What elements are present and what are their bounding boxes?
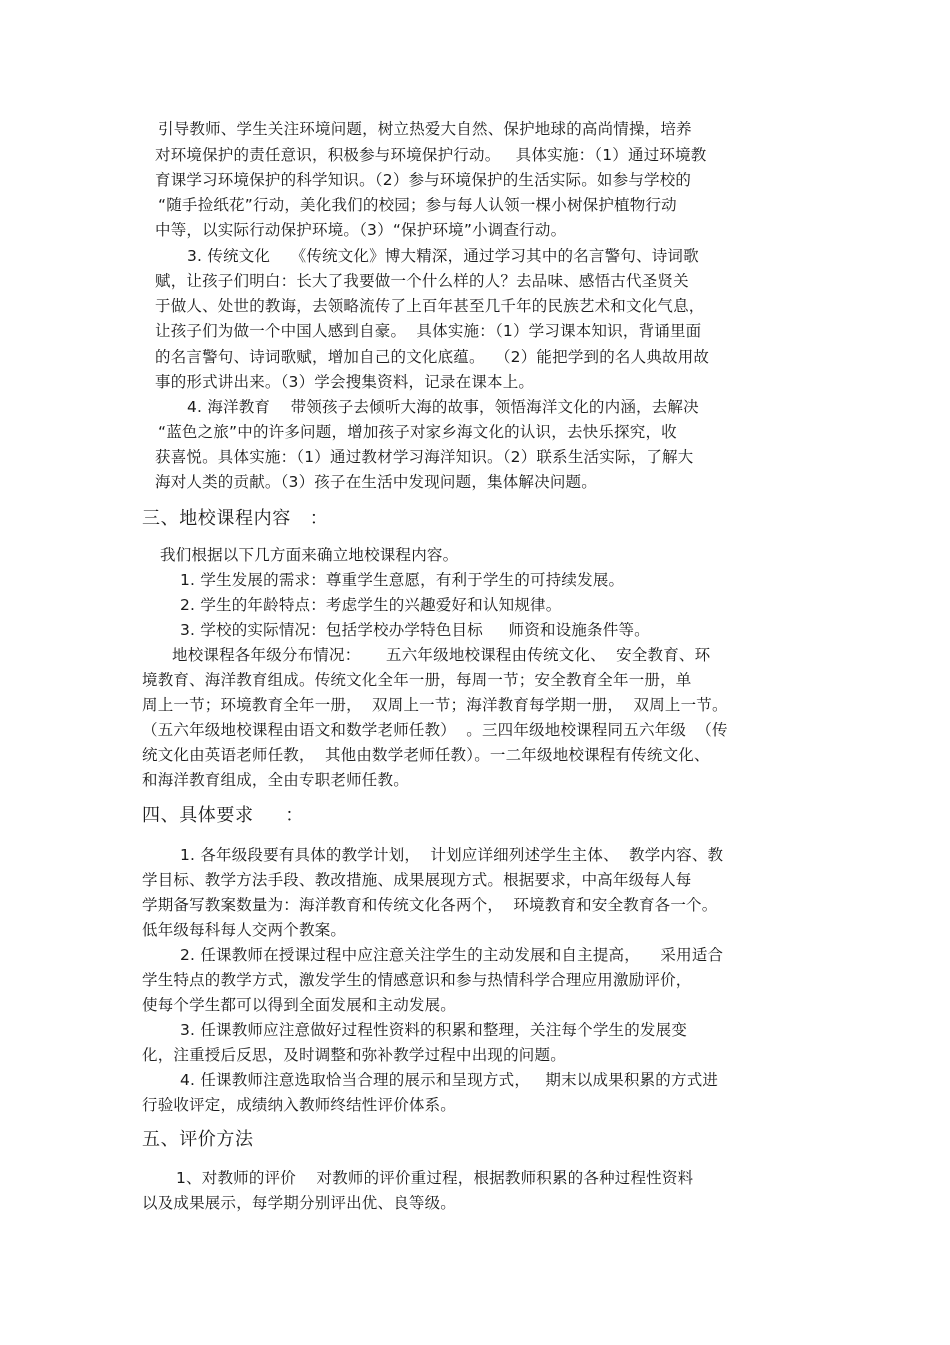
list-item: 4. 任课教师注意选取恰当合理的展示和呈现方式， 期末以成果积累的方式进 [180, 1071, 719, 1089]
paragraph-line: 我们根据以下几方面来确立地校课程内容。 [160, 546, 459, 564]
paragraph-line: 4. 海洋教育 带领孩子去倾听大海的故事，领悟海洋文化的内涵，去解决 [187, 398, 699, 416]
paragraph-line: 让孩子们为做一个中国人感到自豪。 具体实施：（1）学习课本知识，背诵里面 [155, 322, 702, 340]
list-item: 1. 各年级段要有具体的教学计划， 计划应详细列述学生主体、 教学内容、教 [180, 846, 724, 864]
paragraph-line: 统文化由英语老师任教， 其他由数学老师任教）。一二年级地校课程有传统文化、 [142, 746, 710, 764]
paragraph-line: 获喜悦。具体实施：（1）通过教材学习海洋知识。（2）联系生活实际，了解大 [155, 448, 694, 466]
paragraph-line: 和海洋教育组成，全由专职老师任教。 [142, 771, 409, 789]
paragraph-line: 事的形式讲出来。（3）学会搜集资料，记录在课本上。 [155, 373, 535, 391]
list-item: 2. 任课教师在授课过程中应注意关注学生的主动发展和自主提高， 采用适合 [180, 946, 724, 964]
list-item: 3. 任课教师应注意做好过程性资料的积累和整理，关注每个学生的发展变 [180, 1021, 688, 1039]
list-item: 2. 学生的年龄特点：考虑学生的兴趣爱好和认知规律。 [180, 596, 562, 614]
paragraph-line: 的名言警句、诗词歌赋，增加自己的文化底蕴。 （2）能把学到的名人典故用故 [155, 348, 710, 366]
paragraph-line: 低年级每科每人交两个教案。 [142, 921, 347, 939]
paragraph-line: 赋，让孩子们明白：长大了我要做一个什么样的人？去品味、感悟古代圣贤关 [155, 272, 689, 290]
paragraph-line: 学目标、教学方法手段、教改措施、成果展现方式。根据要求，中高年级每人每 [142, 871, 692, 889]
paragraph-line: 使每个学生都可以得到全面发展和主动发展。 [142, 996, 457, 1014]
paragraph-line: 学生特点的教学方式，激发学生的情感意识和参与热情科学合理应用激励评价， [142, 971, 692, 989]
paragraph-line: 以及成果展示，每学期分别评出优、良等级。 [142, 1194, 457, 1212]
paragraph-line: 于做人、处世的教诲，去领略流传了上百年甚至几千年的民族艺术和文化气息， [155, 297, 705, 315]
paragraph-line: 1、对教师的评价 对教师的评价重过程，根据教师积累的各种过程性资料 [176, 1169, 694, 1187]
paragraph-line: 学期备写教案数量为：海洋教育和传统文化各两个， 环境教育和安全教育各一个。 [142, 896, 718, 914]
paragraph-line: “蓝色之旅”中的许多问题，增加孩子对家乡海文化的认识，去快乐探究，收 [158, 423, 677, 441]
paragraph-line: 化，注重授后反思，及时调整和弥补教学过程中出现的问题。 [142, 1046, 566, 1064]
paragraph-line: 引导教师、学生关注环境问题，树立热爱大自然、保护地球的高尚情操，培养 [158, 120, 692, 138]
section-heading: 四、具体要求 ： [142, 805, 304, 826]
paragraph-line: 3. 传统文化 《传统文化》博大精深，通过学习其中的名言警句、诗词歌 [187, 247, 699, 265]
paragraph-line: 地校课程各年级分布情况： 五六年级地校课程由传统文化、 安全教育、环 [172, 646, 711, 664]
list-item: 3. 学校的实际情况：包括学校办学特色目标 师资和设施条件等。 [180, 621, 650, 639]
paragraph-line: 周上一节；环境教育全年一册， 双周上一节；海洋教育每学期一册， 双周上一节。 [142, 696, 728, 714]
paragraph-line: 海对人类的贡献。（3）孩子在生活中发现问题，集体解决问题。 [155, 473, 597, 491]
paragraph-line: 育课学习环境保护的科学知识。（2）参与环境保护的生活实际。如参与学校的 [155, 171, 692, 189]
section-heading: 三、地校课程内容 ： [142, 508, 329, 529]
paragraph-line: 行验收评定，成绩纳入教师终结性评价体系。 [142, 1096, 457, 1114]
section-heading: 五、评价方法 [142, 1129, 254, 1150]
paragraph-line: （五六年级地校课程由语文和数学老师任教） 。三四年级地校课程同五六年级 （传 [142, 721, 728, 739]
list-item: 1. 学生发展的需求：尊重学生意愿，有利于学生的可持续发展。 [180, 571, 625, 589]
paragraph-line: 中等，以实际行动保护环境。（3）“保护环境”小调查行动。 [155, 221, 567, 239]
paragraph-line: “随手捡纸花”行动，美化我们的校园；参与每人认领一棵小树保护植物行动 [158, 196, 677, 214]
paragraph-line: 境教育、海洋教育组成。传统文化全年一册，每周一节；安全教育全年一册，单 [142, 671, 692, 689]
paragraph-line: 对环境保护的责任意识，积极参与环境保护行动。 具体实施：（1）通过环境教 [155, 146, 707, 164]
